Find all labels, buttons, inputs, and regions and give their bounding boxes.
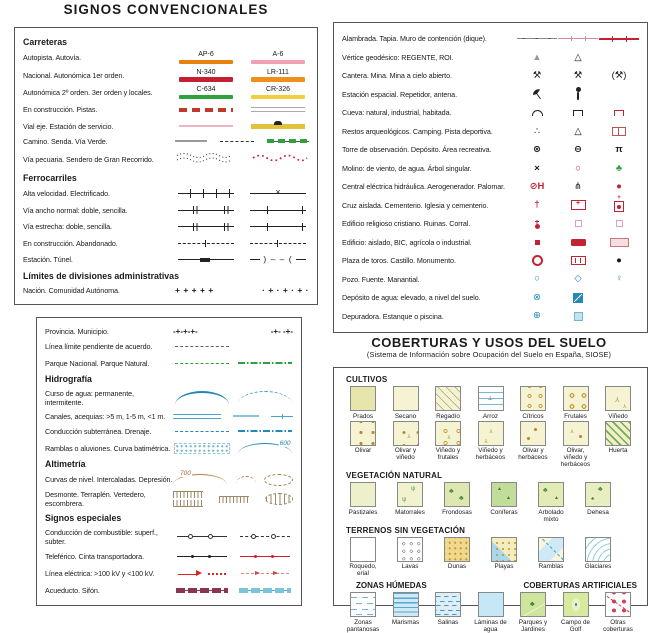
section-header-ferrocarriles: Ferrocarriles: [23, 173, 77, 184]
row-linea-electrica: [45, 567, 293, 579]
autonomica1-bar-icon: [251, 77, 305, 82]
row-curso-agua: [45, 389, 293, 407]
plaza-toros-icon: [532, 255, 543, 266]
row-label: Vía estrecha: doble, sencilla.: [23, 222, 112, 232]
fuente-icon: ◇: [574, 273, 582, 285]
limite-nacion-icon: + + + + +: [175, 285, 214, 296]
combustible-subterraneo-icon: [240, 536, 290, 537]
alta-velocidad-icon: [178, 189, 234, 198]
row-label: Restos arqueológicos. Camping. Pista deportiva.: [342, 126, 493, 136]
vinedo-frutales-swatch: [435, 421, 461, 446]
estacion-espacial-icon: [531, 88, 543, 100]
via-verde-icon: [267, 139, 309, 143]
parque-nacional-icon: [175, 363, 229, 364]
depresion-icon: [264, 474, 293, 486]
estanque-piscina-icon: [574, 312, 583, 321]
ffcc-abandonado-icon: [250, 243, 306, 244]
row-label: Estación espacial. Repetidor, antena.: [342, 89, 457, 99]
row-torre-deposito: [342, 143, 639, 156]
curso-permanente-icon: [175, 391, 229, 405]
row-desmonte-terraplen: [45, 490, 293, 508]
row-provincia-municipio: [45, 327, 293, 336]
arbolado-mixto-swatch: [538, 482, 564, 507]
olivar-vinedo-swatch: [393, 421, 419, 446]
row-teleferico: [45, 551, 293, 563]
vinedo-herbaceos-swatch: [478, 421, 504, 446]
road-code: AP-6: [198, 51, 214, 59]
deposito-icon: ⊖: [574, 144, 582, 156]
section-header-hidrografia: Hidrografía: [45, 374, 92, 384]
lavas-swatch: [397, 537, 423, 562]
section-header-vegetacion: VEGETACIÓN NATURAL: [346, 471, 443, 481]
coberturas-title: COBERTURAS Y USOS DEL SUELO: [371, 335, 607, 350]
curva-nivel-valor: 700: [180, 470, 191, 477]
muro-contencion-icon: [599, 36, 639, 42]
conduccion-subterranea-icon: [175, 431, 229, 432]
page-title: SIGNOS CONVENCIONALES: [63, 2, 269, 17]
cobertura-huerta: Huerta: [599, 421, 637, 469]
campo-golf-swatch: [563, 592, 589, 617]
cobertura-frondosas: ♣ ♣ Frondosas: [438, 482, 476, 523]
row-cueva: [342, 106, 639, 119]
glaciares-swatch: [585, 537, 611, 562]
coberturas-title-block: [330, 336, 648, 359]
deposito-suelo-icon: [573, 293, 583, 303]
panel-simbolos: [333, 22, 648, 333]
vertedero-icon: [265, 493, 293, 505]
cobertura-glaciares: Glaciares: [579, 537, 617, 578]
row-curvas-nivel: [45, 470, 293, 486]
cobertura-matorrales: ψ ψ Matorrales: [391, 482, 429, 523]
cultivos-fila-2: [342, 420, 639, 469]
canal-1m-icon: [271, 416, 293, 417]
coberturas-subtitle: (Sistema de Información sobre Ocupación del Suelo en España, SIOSE): [366, 349, 612, 359]
antena-icon: [577, 92, 579, 100]
vial-eje-icon: [179, 125, 233, 127]
cinta-transportadora-icon: [240, 556, 290, 557]
row-estacion-tunel: [23, 254, 309, 266]
olivar-swatch: [350, 421, 376, 446]
cantera-icon: ⚒: [532, 70, 542, 82]
row-label: Torre de observación. Depósito. Área recreativa.: [342, 145, 492, 155]
parque-natural-icon: [238, 362, 292, 364]
section-header-humedas: ZONAS HÚMEDAS: [356, 581, 427, 591]
row-canales: [45, 412, 293, 421]
manantial-icon: ♀: [615, 273, 623, 285]
camino-icon: [175, 140, 207, 142]
cobertura-frutales: Frutales: [557, 386, 595, 420]
cruz-aislada-icon: †: [534, 199, 540, 211]
ramblas-aluviones-icon: [174, 443, 230, 454]
via-doble-icon: [178, 206, 234, 214]
row-label: Vía pecuaria. Sendero de Gran Recorrido.: [23, 154, 154, 164]
cobertura-olivar-herbaceos: Olivar y herbáceos: [514, 421, 552, 469]
row-label: Alta velocidad. Electrificado.: [23, 189, 110, 199]
row-plaza-castillo: [342, 254, 639, 267]
row-nacion-comunidad: [23, 285, 309, 295]
row-pecuaria-gr: [23, 150, 309, 168]
depuradora-icon: ⊕: [533, 310, 541, 322]
canal-1-5m-icon: [233, 415, 259, 417]
castillo-icon: [571, 256, 586, 265]
pista-deportiva-icon: [612, 127, 626, 136]
road-code: C-634: [196, 86, 216, 94]
restos-arqueologicos-icon: ∴: [533, 125, 541, 137]
desmonte-icon: [173, 491, 203, 507]
row-label: En construcción. Pistas.: [23, 105, 98, 115]
edificio-religioso-icon: [535, 224, 540, 229]
row-label: Pozo. Fuente. Manantial.: [342, 274, 420, 284]
vinedo-swatch: [605, 386, 631, 411]
estacion-servicio-icon: [251, 124, 305, 129]
cobertura-olivar: Olivar: [344, 421, 382, 469]
frondosas-swatch: [444, 482, 470, 507]
ramblas-swatch: [538, 537, 564, 562]
row-label: Edificio: aislado, BIC, agrícola o industrial.: [342, 237, 472, 247]
vertice-regente-icon: ▲: [532, 51, 542, 63]
central-electrica-icon: ⊘H: [529, 180, 545, 192]
olivar-herbaceos-swatch: [520, 421, 546, 446]
matorrales-swatch: [397, 482, 423, 507]
limite-municipio-icon: -+- -+-: [270, 326, 293, 336]
cobertura-salinas: Salinas: [429, 592, 467, 633]
cobertura-parques-jardines: ♣ Parques y Jardines: [514, 592, 552, 633]
cobertura-olivar-vinedo-herbaceos: Y Olivar, viñedo y herbáceos: [557, 421, 595, 469]
row-label: Curso de agua: permanente, intermitente.: [45, 388, 134, 407]
row-symbols: [175, 51, 309, 64]
row-label: Molino: de viento, de agua. Árbol singular.: [342, 163, 472, 173]
via-pecuaria-icon: [175, 150, 233, 168]
cobertura-secano: Secano: [387, 386, 425, 420]
section-header-signos-especiales: Signos especiales: [45, 513, 122, 523]
cementerio-icon: [571, 200, 586, 210]
cobertura-lavas: Lavas: [391, 537, 429, 578]
pista-icon: [251, 107, 305, 112]
corral-icon: [616, 220, 623, 227]
row-autonomica2-locales: [23, 86, 309, 99]
cobertura-otras: Otras coberturas: [599, 592, 637, 633]
cobertura-playas: Playas: [485, 537, 523, 578]
curva-nivel-icon: [173, 470, 227, 485]
cobertura-vinedo-herbaceos: Y Y Viñedo y herbáceos: [472, 421, 510, 469]
row-combustible: [45, 528, 293, 546]
teleferico-icon: [177, 556, 227, 557]
row-ffcc-construccion: [23, 237, 309, 249]
combustible-superficie-icon: [177, 536, 227, 537]
cobertura-arbolado-mixto: ♣ ▲ Arbolado mixto: [532, 482, 570, 523]
mina-cielo-abierto-icon: (⚒): [611, 70, 627, 82]
canal-5m-icon: [173, 414, 221, 419]
edificio-bic-icon: [571, 239, 586, 246]
panel-hidrografia-altimetria: [36, 317, 302, 606]
estrecha-doble-icon: [178, 223, 234, 231]
palomar-icon: ●: [616, 180, 622, 192]
area-recreativa-icon: π: [615, 144, 623, 156]
row-label: Desmonte. Terraplén. Vertedero, escombrera.: [45, 490, 146, 509]
road-code: N-340: [196, 68, 216, 76]
marismas-swatch: [393, 592, 419, 617]
iglesia-cementerio-icon: [614, 201, 624, 212]
linea-electrica-100kv-icon: [178, 569, 226, 577]
row-label: Vial eje. Estación de servicio.: [23, 121, 114, 131]
citricos-swatch: [520, 386, 546, 411]
row-camino-senda-viaverde: [23, 137, 309, 146]
cobertura-campo-golf: Campo de Golf: [557, 592, 595, 633]
panel-coberturas: [333, 367, 648, 633]
roquedo-swatch: [350, 537, 376, 562]
row-label: Línea eléctrica: >100 kV y <100 kV.: [45, 568, 155, 578]
panel-carreteras-ferrocarriles: [14, 27, 318, 305]
row-label: Conducción subterránea. Drenaje.: [45, 426, 152, 436]
row-edificio: [342, 236, 639, 249]
cobertura-laminas-agua: Láminas de agua: [472, 592, 510, 633]
row-label: Provincia. Municipio.: [45, 326, 109, 336]
nacional-bar-icon: [179, 77, 233, 82]
cueva-industrial-icon: [573, 110, 583, 116]
electrificado-icon: [250, 193, 306, 194]
section-header-cultivos: CULTIVOS: [346, 375, 388, 384]
row-label: Plaza de toros. Castillo. Monumento.: [342, 256, 456, 266]
zonas-pantanosas-swatch: [350, 592, 376, 617]
senda-icon: [220, 141, 254, 142]
row-label: Alambrada. Tapia. Muro de contención (dique).: [342, 34, 487, 44]
row-linea-pendiente: [45, 341, 293, 353]
cobertura-citricos: Cítricos: [514, 386, 552, 420]
molino-agua-icon: ○: [575, 162, 581, 174]
playas-swatch: [491, 537, 517, 562]
sifon-icon: [239, 588, 291, 593]
alambrada-icon: [517, 36, 557, 41]
row-label: Conducción de combustible: superf., subter.: [45, 527, 158, 546]
ffcc-construccion-icon: [178, 243, 234, 244]
section-header-artificiales: COBERTURAS ARTIFICIALES: [523, 581, 637, 591]
row-edificio-religioso: [342, 217, 639, 230]
row-estacion-espacial: [342, 88, 639, 101]
row-label: Edificio religioso cristiano. Ruinas. Corral.: [342, 219, 471, 229]
arroz-swatch: [478, 386, 504, 411]
section-header-terrenos: TERRENOS SIN VEGETACIÓN: [346, 525, 466, 535]
autonomica2-bar-icon: [179, 95, 233, 100]
cultivos-fila-1: [342, 385, 639, 420]
cobertura-vinedo-frutales: Y Viñedo y frutales: [429, 421, 467, 469]
cobertura-arroz: ⊥ Arroz: [472, 386, 510, 420]
salinas-swatch: [435, 592, 461, 617]
row-vertice-geodesico: [342, 51, 639, 64]
row-label: Teleférico. Cinta transportadora.: [45, 552, 144, 561]
row-label: Estación. Túnel.: [23, 255, 73, 265]
row-ramblas-batimetrica: [45, 439, 293, 454]
row-pozo-fuente: [342, 273, 639, 286]
row-label: Curvas de nivel. Intercaladas. Depresión.: [45, 475, 173, 484]
row-label: Cueva: natural, industrial, habitada.: [342, 108, 452, 118]
row-vial-servicio: [23, 120, 309, 132]
edificio-aislado-icon: [535, 240, 540, 245]
cobertura-marismas: Marismas: [387, 592, 425, 633]
section-header-carreteras: Carreteras: [23, 36, 68, 47]
cobertura-dunas: Dunas: [438, 537, 476, 578]
row-alta-velocidad: [23, 188, 309, 200]
row-label: Nacional. Autonómica 1er orden.: [23, 70, 125, 80]
curva-batimetrica-icon: [238, 439, 292, 454]
pozo-icon: ○: [534, 273, 540, 285]
row-restos-camping: [342, 125, 639, 138]
row-label: Autopista. Autovía.: [23, 53, 82, 63]
row-label: Depuradora. Estanque o piscina.: [342, 311, 444, 321]
prados-swatch: [350, 386, 376, 411]
road-code: A-6: [272, 51, 284, 59]
ruinas-icon: [575, 220, 582, 227]
row-cantera-mina: [342, 69, 639, 82]
dunas-swatch: [444, 537, 470, 562]
linea-electrica-menor-100kv-icon: [241, 573, 289, 574]
huerta-swatch: [605, 421, 631, 446]
section-header-altimetria: Altimetría: [45, 458, 86, 469]
limite-comunidad-icon: · + · + · + ·: [262, 285, 309, 296]
row-label: Ramblas o aluviones. Curva batimétrica.: [45, 443, 171, 453]
pastizales-swatch: [350, 482, 376, 507]
deposito-elevado-icon: ⊗: [533, 291, 541, 303]
autovia-bar-icon: [251, 60, 305, 65]
fila-final: [342, 591, 639, 633]
row-label: Canales, acequias: >5 m, 1-5 m, <1 m.: [45, 411, 166, 421]
row-deposito-agua: [342, 291, 639, 304]
row-label: En construcción. Abandonado.: [23, 238, 118, 248]
row-label: Cruz aislada. Cementerio. Iglesia y cementerio.: [342, 200, 489, 210]
cobertura-roquedo: Roquedo, erial: [344, 537, 382, 578]
cueva-habitada-icon: [614, 110, 624, 116]
coniferas-swatch: [491, 482, 517, 507]
parques-jardines-swatch: [520, 592, 546, 617]
row-label: Depósito de agua: elevado, a nivel del suelo.: [342, 293, 481, 303]
dual-section-headers: [342, 581, 639, 590]
camping-icon: △: [574, 125, 582, 137]
row-construccion-pistas: [23, 104, 309, 116]
row-conduccion-drenaje: [45, 425, 293, 437]
sendero-gr-icon: [251, 150, 309, 168]
row-cruz-cementerio: [342, 199, 639, 212]
curso-intermitente-icon: [238, 391, 292, 404]
tunel-icon: [250, 255, 306, 265]
road-code: LR-111: [267, 68, 289, 76]
mina-icon: ⚒: [573, 70, 583, 82]
regadio-swatch: [435, 386, 461, 411]
vegetacion-fila: [342, 481, 639, 523]
row-label: Vía ancho normal: doble, sencilla.: [23, 205, 128, 215]
row-via-estrecha: [23, 221, 309, 233]
row-label: Central eléctrica hidráulica. Aerogenerador. Palomar.: [342, 182, 505, 192]
row-label: Camino. Senda. Vía Verde.: [23, 136, 108, 146]
road-code: CR-326: [265, 86, 291, 94]
olivar-vinedo-herbaceos-swatch: [563, 421, 589, 446]
cobertura-dehesa: ♣ ♣ Dehesa: [579, 482, 617, 523]
row-central-aerogenerador: [342, 180, 639, 193]
row-parques: [45, 357, 293, 369]
drenaje-icon: [238, 430, 292, 432]
otras-coberturas-swatch: [605, 592, 631, 617]
curva-intercalada-icon: [236, 476, 256, 484]
torre-observacion-icon: ⊗: [533, 144, 541, 156]
row-label: Cantera. Mina. Mina a cielo abierto.: [342, 71, 452, 81]
secano-swatch: [393, 386, 419, 411]
row-label: Autonómica 2º orden. 3er orden y locales.: [23, 88, 153, 98]
cobertura-vinedo: Y Y Viñedo: [599, 386, 637, 420]
laminas-agua-swatch: [478, 592, 504, 617]
row-label: Vértice geodésico: REGENTE, ROI.: [342, 52, 454, 62]
via-sencilla-icon: [250, 206, 306, 214]
cobertura-zonas-pantanosas: Zonas pantanosas: [344, 592, 382, 633]
frutales-swatch: [563, 386, 589, 411]
row-label: Parque Nacional. Parque Natural.: [45, 358, 150, 368]
acueducto-icon: [176, 588, 228, 593]
vertice-roi-icon: △: [574, 51, 582, 63]
cueva-natural-icon: [532, 110, 543, 116]
cobertura-coniferas: ▲ ▲ Coníferas: [485, 482, 523, 523]
row-acueducto-sifon: [45, 584, 293, 596]
edificio-agricola-icon: [610, 238, 629, 247]
monumento-icon: ●: [616, 254, 622, 266]
limite-provincia-icon: -+-+-+-: [173, 326, 198, 336]
row-depuradora: [342, 310, 639, 323]
estacion-icon: [178, 259, 234, 260]
cobertura-prados: Prados: [344, 386, 382, 420]
autopista-bar-icon: [179, 60, 233, 65]
tapia-icon: [558, 36, 598, 41]
local-bar-icon: [251, 95, 305, 100]
row-label: Línea límite pendiente de acuerdo.: [45, 342, 153, 351]
row-autopista-autovia: [23, 51, 309, 64]
row-label: Acueducto. Sifón.: [45, 585, 100, 595]
cobertura-olivar-vinedo: Y Olivar y viñedo: [387, 421, 425, 469]
cobertura-regadio: Regadío: [429, 386, 467, 420]
dehesa-swatch: [585, 482, 611, 507]
cobertura-pastizales: Pastizales: [344, 482, 382, 523]
row-molino-arbol: [342, 162, 639, 175]
molino-viento-icon: ×: [534, 162, 540, 174]
row-alambrada: [342, 32, 639, 45]
section-header-limites: Límites de divisiones administrativas: [23, 270, 179, 281]
limite-pendiente-icon: [175, 346, 229, 347]
cobertura-ramblas: Ramblas: [532, 537, 570, 578]
estrecha-sencilla-icon: [250, 223, 306, 231]
row-nacional-autonomica1: [23, 69, 309, 82]
row-ancho-normal: [23, 204, 309, 216]
arbol-singular-icon: ♣: [615, 162, 623, 174]
batimetrica-valor: 600: [279, 439, 291, 447]
terrenos-fila: [342, 536, 639, 578]
row-label: Nación. Comunidad Autónoma.: [23, 285, 120, 295]
terraplen-icon: [219, 496, 249, 503]
en-construccion-icon: [179, 108, 233, 112]
aerogenerador-icon: ⋔: [574, 180, 582, 192]
